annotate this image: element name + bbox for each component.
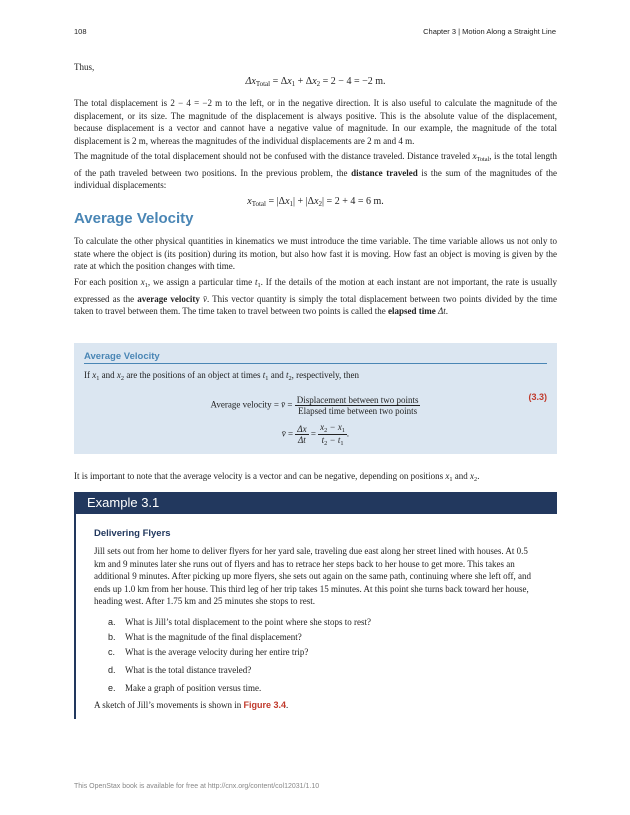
- page-number: 108: [74, 27, 87, 36]
- example-title: Example 3.1: [87, 495, 160, 510]
- question-item: c. What is the average velocity during her entire trip?: [108, 647, 309, 657]
- chapter-header: Chapter 3 | Motion Along a Straight Line: [423, 27, 556, 36]
- equation-total-distance: $x_{Total} = |\Delta x_1| + |\Delta x_2| = 2 + 4 = 6$ m.: [247, 196, 384, 208]
- question-item: d. What is the total distance traveled?: [108, 665, 252, 675]
- question-item: e. Make a graph of position versus time.: [108, 683, 262, 693]
- question-item: a. What is Jill’s total displacement to the point where she stops to rest?: [108, 617, 371, 627]
- footer-note: This OpenStax book is available for free at http://cnx.org/content/col12031/1.10: [74, 783, 320, 790]
- section-title-average-velocity: Average Velocity: [74, 210, 194, 227]
- thus-text: Thus,: [74, 62, 95, 72]
- example-problem-text: Jill sets out from her home to deliver flyers for her yard sale, traveling due east along her street lined with houses. At 0.5 km and 9 minutes later she runs out of flyers and has to retrace her steps back to her house to get more. This takes an additional 9 minutes. After picking up more flyers, she sets out again on the same path, continuing where she left off, and ends up 1.0 km from her house. This third leg of her trip takes 15 minutes. At this point she turns back toward her house, heading west. After 1.75 km and 25 minutes she stops to rest.: [94, 546, 531, 606]
- example-header: [74, 492, 557, 514]
- equation-total-displacement: $\Delta x_{Total} = \Delta x_1 + \Delta x_2 = 2 - 4 = -2$ m.: [245, 76, 386, 88]
- equation-average-velocity-words: Average velocity = v̄ = $\frac{\text{Displacement between two points}}{\text{Elapsed time between two points}}$: [210, 395, 419, 416]
- example-subtitle: Delivering Flyers: [94, 528, 171, 539]
- paragraph-distance-traveled: The magnitude of the total displacement should not be confused with the distance traveled. Distance traveled $x_{Total}$, is the total length of the path traveled between two positions. In the previous problem, the distance traveled is the sum of the magnitudes of the individual displacements:: [74, 151, 557, 190]
- paragraph-average-velocity: For each position $x_1$, we assign a particular time $t_1$. If the details of the motion at each instant are not important, the rate is usually expressed as the average velocity v̄. This vector quantity is simply the total displacement between two points divided by the time taken to travel between them. The time taken to travel between two points is called the elapsed time Δt.: [74, 277, 557, 316]
- paragraph-displacement-magnitude: The total displacement is 2 − 4 = −2 m to the left, or in the negative direction. It is also useful to calculate the magnitude of the displacement, or its size. The magnitude of the displacement is always positive. This is the absolute value of the displacement, because displacement is a vector and cannot have a negative value of magnitude. In our example, the magnitude of the total displacement is 2 m, whereas the magnitudes of the individual displacements are 2 m and 4 m.: [74, 98, 557, 146]
- box-divider: [84, 363, 547, 364]
- paragraph-vector-note: It is important to note that the average velocity is a vector and can be negative, depending on positions $x_1$ and $x_2$.: [74, 471, 480, 483]
- box-title: Average Velocity: [84, 351, 160, 362]
- box-definition-text: If $x_1$ and $x_2$ are the positions of an object at times $t_1$ and $t_2$, respectively, then: [84, 370, 360, 382]
- question-item: b. What is the magnitude of the final displacement?: [108, 632, 302, 642]
- example-left-rule: [74, 514, 76, 719]
- figure-3-4-link[interactable]: Figure 3.4: [243, 700, 287, 710]
- equation-number: (3.3): [528, 392, 547, 402]
- paragraph-time-variable: To calculate the other physical quantities in kinematics we must introduce the time variable. The time variable allows us not only to state where the object is (its position) during its motion, but also how fast it is moving. How fast an object is moving is given by the rate at which the position changes with time.: [74, 236, 557, 271]
- average-velocity-box: [74, 343, 557, 454]
- sketch-reference-text: A sketch of Jill’s movements is shown in Figure 3.4.: [94, 700, 289, 710]
- equation-average-velocity-symbols: v̄ = $\frac{\Delta x}{\Delta t}$ = $\frac{x_2 - x_1}{t_2 - t_1}$ .: [281, 422, 350, 447]
